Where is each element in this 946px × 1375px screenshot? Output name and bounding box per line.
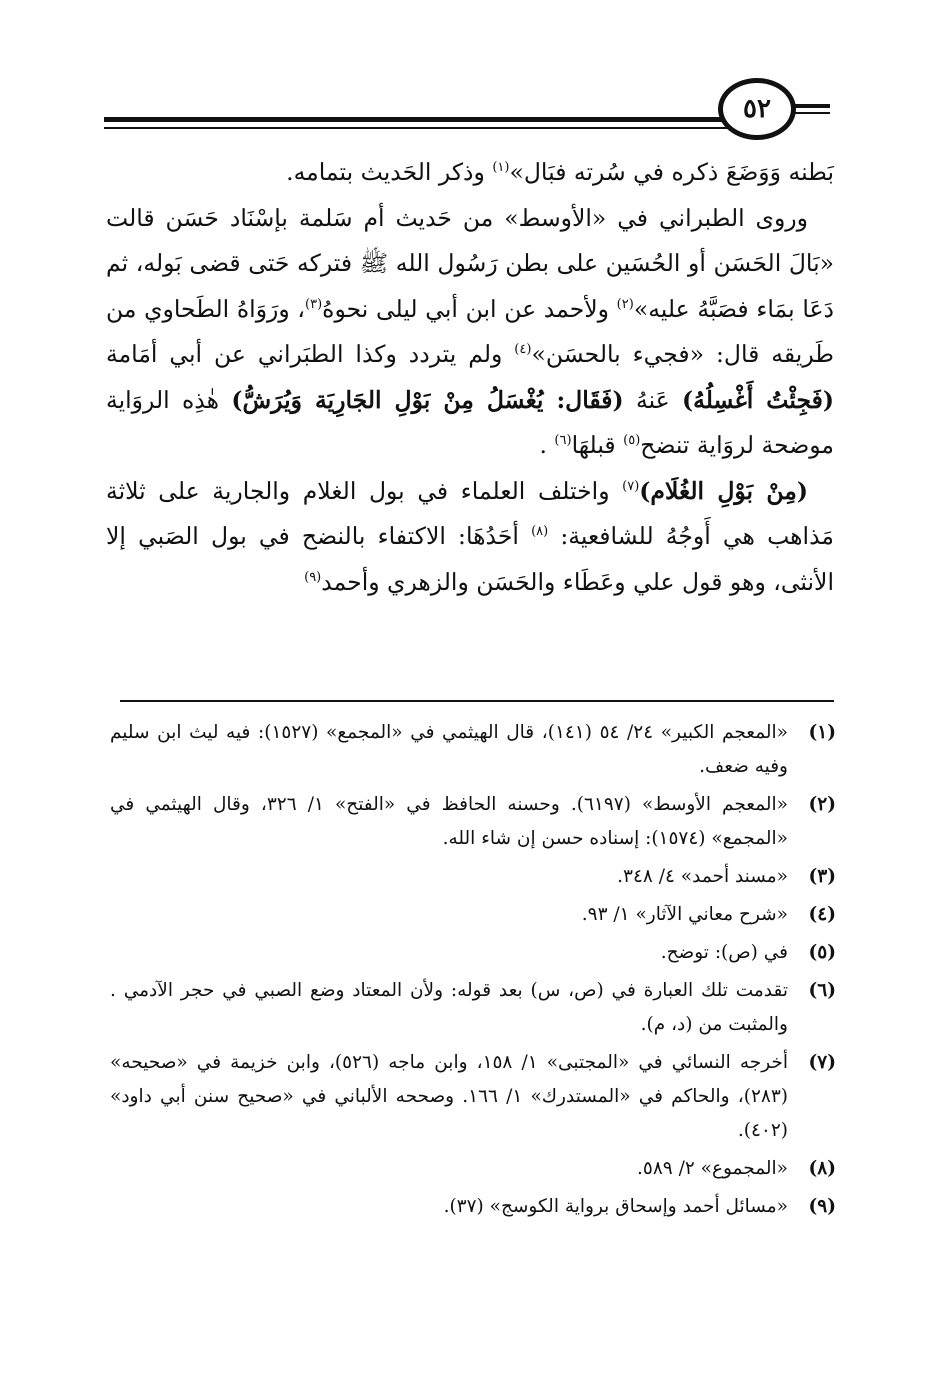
footnote-item [110,1046,836,1148]
footnote-ref: (٣) [305,296,323,312]
footnote-text: أخرجه النسائي في «المجتبى» ١/ ١٥٨، وابن ماجه (٥٢٦)، وابن خزيمة في «صحيحه» (٢٨٣)، والحاكم في «المستدرك» ١/ ١٦٦. وصححه الألباني في «صحيح سنن أبي داود» (٤٠٢). [110,1052,788,1141]
text-run: قبلهَا [571,431,624,459]
footnote-number: (٧) [808,1052,836,1073]
footnote-text: «مسائل أحمد وإسحاق برواية الكوسج» (٣٧). [443,1196,788,1217]
body-paragraph [106,150,834,196]
text-run: بَطنه وَوَضَعَ ذكره في سُرته فبَال» [509,158,834,186]
footnote-text: «شرح معاني الآثار» ١/ ٩٣. [581,904,788,925]
footnote-item [110,788,836,856]
main-text [106,150,834,605]
text-run: وذكر الحَديث بتمامه. [286,158,493,186]
footnote-item [110,974,836,1042]
footnote-number: (٤) [808,904,836,925]
quoted-text-bold: (فَقَال: يُغْسَلُ مِنْ بَوْلِ الجَارِيَة وَيُرَشُّ) [231,385,624,414]
footnote-number: (٣) [808,866,836,887]
page-number: ٥٢ [743,94,771,124]
header-rule-tail [790,104,830,108]
footnote-ref: (١) [492,160,510,176]
text-run: عَنهُ [623,385,682,414]
footnote-number: (٢) [808,794,836,815]
footnote-number: (٩) [808,1196,836,1217]
footnote-item [110,936,836,970]
text-run: أحَدُهَا: الاكتفاء بالنضح في بول الصَبي إلا الأنثى، وهو قول علي وعَطَاء والحَسَن والزهري وأحمد [106,522,834,596]
footnote-item [110,1190,836,1224]
footnote-ref: (٨) [531,524,549,540]
header-rule-thick [104,117,734,122]
text-run: ولم يتردد وكذا الطبَراني عن أبي أمَامة [106,340,515,368]
footnote-text: «المجموع» ٢/ ٥٨٩. [637,1158,788,1179]
footnote-number: (٨) [808,1158,836,1179]
text-run: ولأحمد عن ابن أبي ليلى نحوهُ [322,294,617,323]
footnote-text: «المعجم الكبير» ٢٤/ ٥٤ (١٤١)، قال الهيثمي في «المجمع» (١٥٢٧): فيه ليث ابن سليم وفيه ضعف. [110,722,788,777]
text-run: وروى الطبراني في «الأوسط» من حَديث أم سَلمة بإسْنَاد حَسَن قالت «بَالَ الحَسَن أو الحُسَين على بطن رَسُول الله ﷺ فتركه حَتى قضى بَوله، ثم دَعَا بمَاء فصَبَّهُ عليه» [106,203,834,323]
text-run: . [539,431,555,459]
footnote-item [110,860,836,894]
footnote-item [110,1152,836,1186]
quoted-text-bold: (مِنْ بَوْلِ الغُلَام) [639,476,808,505]
quoted-text-bold: (فَجِئْتُ أَغْسِلُهُ) [682,385,834,414]
footnote-number: (٦) [808,980,836,1001]
body-paragraph [106,469,834,606]
footnote-text: «المعجم الأوسط» (٦١٩٧). وحسنه الحافظ في «الفتح» ١/ ٣٢٦، وقال الهيثمي في «المجمع» (١٥٧٤): إسناده حسن إن شاء الله. [110,794,788,849]
footnote-number: (٥) [808,942,836,963]
footnote-number: (١) [808,722,836,743]
footnote-ref: (٧) [622,478,640,494]
header-rule-tail-thin [790,112,830,114]
footnote-ref: (٦) [554,433,572,449]
text-run: ، ورَوَاهُ الطَحاوي من طَريقه قال: «فجيء بالحسَن» [106,294,834,368]
footnote-text: في (ص): توضح. [660,942,788,963]
footnote-text: تقدمت تلك العبارة في (ص، س) بعد قوله: ولأن المعتاد وضع الصبي في حجر الآدمي . والمثبت من (د، م). [110,980,788,1035]
footnote-ref: (٤) [514,342,532,358]
text-run: هٰذِه الروَاية موضحة لروَاية تنضح [106,385,834,459]
footnote-item [110,898,836,932]
body-paragraph [106,196,834,469]
page-number-badge [718,78,796,140]
text-run: واختلف العلماء في بول الغلام والجارية على ثلاثة مَذاهب هي أَوجُهُ للشافعية: [106,476,834,550]
footnote-ref: (٩) [304,569,322,585]
footnotes [110,716,836,1228]
footnote-ref: (٥) [623,433,641,449]
footnote-ref: (٢) [616,296,634,312]
footnote-item [110,716,836,784]
footnote-separator [120,700,834,702]
footnote-text: «مسند أحمد» ٤/ ٣٤٨. [617,866,788,887]
header-rule-thin [104,127,734,129]
